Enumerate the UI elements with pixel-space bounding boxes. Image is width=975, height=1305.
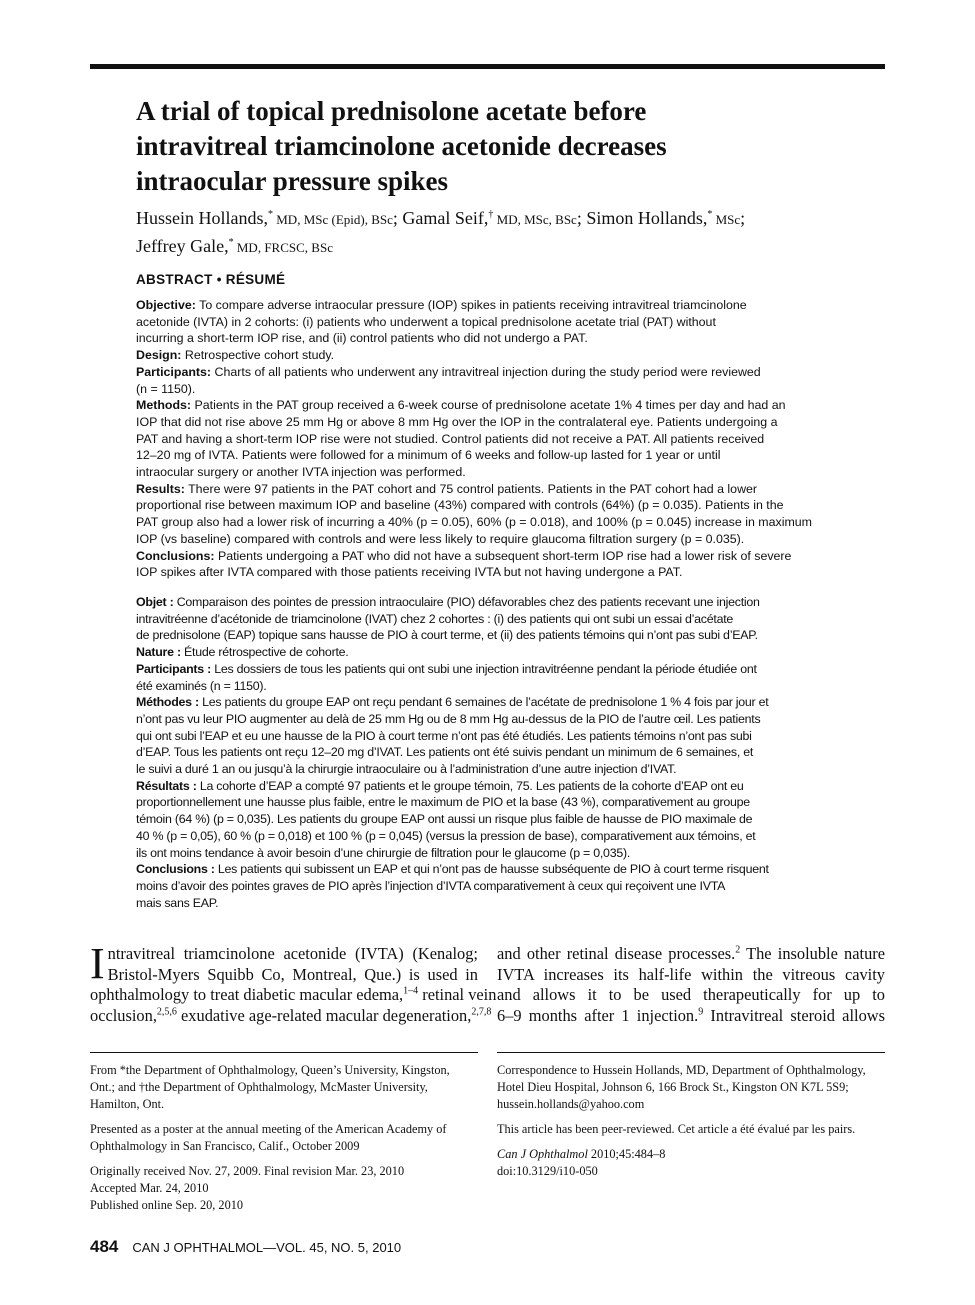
body-text: 6–9 months after 1 injection. [497, 1005, 699, 1025]
abstract-section [136, 661, 839, 694]
abstract-text: n’ont pas vu leur PIO augmenter au delà de 25 mm Hg ou de 8 mm Hg au-dessus de la PIO de l’autre œil. Les patients [136, 711, 761, 726]
abstract-label: Objective: [136, 298, 196, 312]
abstract-line [136, 297, 839, 314]
abstract-section [136, 694, 839, 778]
footnotes-left [90, 1062, 478, 1222]
abstract-line [136, 828, 839, 845]
abstract-line [136, 711, 839, 728]
abstract-text: proportionnellement une hausse plus faible, entre le maximum de PIO et la base (43 %), comparativement au groupe [136, 795, 750, 810]
abstract-line [136, 644, 839, 661]
abstract-line [136, 627, 839, 644]
abstract-section [136, 778, 839, 862]
abstract-text: ils ont moins tendance à avoir besoin d’une chirurgie de filtration pour le glaucome (p = 0,035). [136, 845, 631, 860]
author-name: Hussein Hollands, [136, 208, 268, 228]
body-line [497, 944, 885, 965]
abstract-text: incurring a short-term IOP rise, and (ii) control patients who did not undergo a PAT. [136, 331, 588, 346]
abstract-line [136, 481, 839, 498]
abstract-section [136, 644, 839, 661]
abstract-label: Design: [136, 348, 182, 363]
body-line: and allows it to be used therapeutically for up to [497, 985, 885, 1005]
abstract-text: Étude rétrospective de cohorte. [184, 645, 349, 660]
body-column-right [497, 944, 885, 1026]
abstract-line [136, 811, 839, 828]
peer-review-note [497, 1121, 885, 1138]
abstract-text: Les patients du groupe EAP ont reçu pendant 6 semaines de l’acétate de prednisolone 1 % 4 fois par jour et [202, 695, 769, 710]
footnote-line: From *the Department of Ophthalmology, Queen’s University, Kingston, [90, 1063, 450, 1077]
abstract-text: IOP spikes after IVTA compared with those patients receiving IVTA but not having undergone a PAT. [136, 565, 683, 580]
abstract-line [136, 381, 839, 398]
abstract-text: mais sans EAP. [136, 895, 219, 910]
abstract-text: d’EAP. Tous les patients ont reçu 12–20 mg d’IVAT. Les patients ont été suivis pendant un minimum de 6 semaines, et [136, 745, 754, 760]
abstract-line [136, 594, 839, 611]
author-degrees: MD, MSc, BSc [493, 212, 577, 227]
abstract-line [136, 414, 839, 431]
history-note [90, 1163, 478, 1214]
abstract-label: Méthodes : [136, 695, 199, 710]
doi[interactable]: doi:10.3129/i10-050 [497, 1164, 598, 1178]
abstract-label: Methods: [136, 398, 192, 413]
abstract-line [136, 794, 839, 811]
abstract-label: Conclusions: [136, 548, 215, 563]
citation-ref: 2,5,6 [156, 1006, 177, 1018]
abstract-text: Retrospective cohort study. [184, 348, 335, 363]
abstract-text: moins d’avoir des pointes graves de PIO après l’injection d’IVTA comparativement à ceux qui reçoivent une IVTA [136, 878, 726, 893]
author-line [136, 233, 876, 261]
abstract-line [136, 694, 839, 711]
body-text: occlusion, [90, 1005, 157, 1025]
abstract-line [136, 497, 839, 514]
abstract-text: intravitréenne d’acétonide de triamcinolone (IVAT) chez 2 cohortes : (i) des patients qui ont subi un essai d’acétate [136, 611, 734, 626]
presentation-note [90, 1121, 478, 1155]
abstract-line [136, 895, 839, 912]
abstract-line [136, 761, 839, 778]
abstract-label: Objet : [136, 595, 174, 609]
abstract-text: La cohorte d’EAP a compté 97 patients et le groupe témoin, 75. Les patients de la cohorte d’EAP ont eu [199, 778, 744, 793]
abstract-label: Conclusions : [136, 862, 215, 877]
abstract-text: Patients in the PAT group received a 6-week course of prednisolone acetate 1% 4 times per day and had an [194, 398, 786, 413]
abstract-line [136, 678, 839, 695]
body-line: ntravitreal triamcinolone acetonide (IVTA) (Kenalog; [107, 944, 478, 963]
abstract-text: qui ont subi l’EAP et eu une hausse de la PIO à court terme n’ont pas été étudiés. Les patients témoins n’ont pas subi [136, 728, 752, 743]
abstract-line [136, 744, 839, 761]
abstract-text: PAT group also had a lower risk of incurring a 40% (p = 0.05), 60% (p = 0.018), and 100% (p = 0.045) increase in maximum [136, 515, 812, 530]
citation-line [497, 1146, 885, 1163]
footnote-line: Ophthalmology in San Francisco, Calif., October 2009 [90, 1139, 360, 1153]
title-line: intravitreal triamcinolone acetonide decreases [136, 131, 667, 161]
abstract-text: There were 97 patients in the PAT cohort and 75 control patients. Patients in the PAT cohort had a lower [188, 481, 758, 496]
abstract-section [136, 297, 839, 347]
body-line: Bristol-Myers Squibb Co, Montreal, Que.) is used in [107, 964, 478, 984]
abstract-text: IOP (vs baseline) compared with controls and were less likely to require glaucoma filtration surgery (p = 0.035). [136, 531, 745, 546]
abstract-text: 12–20 mg of IVTA. Patients were followed for a minimum of 6 weeks and follow-up lasted for 1 year or until [136, 448, 721, 463]
abstract-label: Participants : [136, 661, 211, 676]
email-link[interactable]: hussein.hollands@yahoo.com [497, 1097, 645, 1111]
abstract-text: été examinés (n = 1150). [136, 678, 267, 693]
top-rule [90, 64, 885, 69]
body-text: Intravitreal steroid allows [703, 1005, 885, 1025]
affiliation-mark: † [488, 209, 494, 220]
citation-ref: 2,7,8 [471, 1006, 492, 1018]
abstract-text: IOP that did not rise above 25 mm Hg or above 8 mm Hg over the IOP in the contralateral eye. Patients undergoing a [136, 414, 778, 429]
abstract-text: proportional rise between maximum IOP and baseline (43%) compared with controls (64%) (p = 0.035). Patients in the [136, 498, 784, 513]
affiliation-mark: * [268, 209, 273, 220]
footnote-line: Correspondence to Hussein Hollands, MD, Department of Ophthalmology, [497, 1063, 866, 1077]
citation-note [497, 1146, 885, 1180]
abstract-text: (n = 1150). [136, 381, 196, 396]
citation-ref: 1–4 [403, 985, 419, 997]
footnote-line: This article has been peer-reviewed. Cet article a été évalué par les pairs. [497, 1122, 856, 1136]
citation-ref: 2 [735, 944, 741, 956]
abstract-text: le suivi a duré 1 an ou jusqu’à la chirurgie intraoculaire ou à l’administration d’une autre injection d’IVAT. [136, 762, 677, 777]
abstract-section [136, 548, 839, 581]
footnote-line: Presented as a poster at the annual meeting of the American Academy of [90, 1122, 447, 1136]
abstract-heading: ABSTRACT • RÉSUMÉ [136, 272, 286, 287]
page-footer [90, 1237, 401, 1257]
abstract-text: Patients undergoing a PAT who did not have a subsequent short-term IOP rise had a lower risk of severe [217, 548, 792, 563]
abstract-section [136, 364, 839, 397]
abstract-text: Charts of all patients who underwent any intravitreal injection during the study period were reviewed [214, 364, 761, 379]
abstract-line [136, 548, 839, 565]
footnote-line: Accepted Mar. 24, 2010 [90, 1181, 209, 1195]
footnote-line: Originally received Nov. 27, 2009. Final revision Mar. 23, 2010 [90, 1164, 405, 1178]
abstract-section [136, 397, 839, 481]
abstract-line [136, 397, 839, 414]
abstract-line [136, 728, 839, 745]
footnote-line: Hamilton, Ont. [90, 1097, 165, 1111]
author-list [136, 205, 876, 261]
title-line: A trial of topical prednisolone acetate before [136, 96, 647, 126]
abstract-line [136, 314, 839, 331]
body-line [90, 1005, 492, 1027]
abstract-line [136, 564, 839, 581]
body-text: retinal vein [418, 985, 497, 1005]
body-text: ophthalmology to treat diabetic macular edema, [90, 985, 404, 1005]
abstract-line [136, 464, 839, 481]
separator: ; [740, 208, 746, 228]
footnote-line: Ont.; and †the Department of Ophthalmology, McMaster University, [90, 1080, 428, 1094]
title-line: intraocular pressure spikes [136, 166, 449, 196]
footnote-divider [90, 1052, 478, 1053]
affiliations-note [90, 1062, 478, 1113]
abstract-text: de prednisolone (EAP) topique sans hausse de PIO à court terme, et (ii) des patients témoins qui n’ont pas subi d’EAP. [136, 628, 758, 643]
abstract-line [136, 347, 839, 364]
abstract-section [136, 347, 839, 364]
abstract-text: PAT and having a short-term IOP rise were not studied. Control patients did not receive a PAT. All patients received [136, 431, 765, 446]
citation-ref: 9 [698, 1006, 704, 1018]
author-name: Jeffrey Gale, [136, 236, 229, 256]
abstract-text: intraocular surgery or another IVTA injection was performed. [136, 465, 466, 480]
footnotes-right [497, 1062, 885, 1188]
abstract-line [136, 514, 839, 531]
affiliation-mark: * [228, 237, 234, 248]
abstract-text: acetonide (IVTA) in 2 cohorts: (i) patients who underwent a topical prednisolone acetate trial (PAT) without [136, 314, 716, 329]
footnote-line: Hotel Dieu Hospital, Johnson 6, 166 Brock St., Kingston ON K7L 5S9; [497, 1080, 849, 1094]
journal-abbrev: Can J Ophthalmol [497, 1147, 588, 1161]
separator: ; [392, 208, 403, 228]
body-column-left [90, 939, 497, 1026]
abstract-section [136, 594, 839, 644]
abstract-text: Les patients qui subissent un EAP et qui n’ont pas de hausse subséquente de PIO à court terme risquent [217, 862, 769, 877]
author-line [136, 205, 876, 233]
abstract-text: 40 % (p = 0,05), 60 % (p = 0,018) et 100 % (p = 0,045) (versus la pression de base), comparativement aux témoins, et [136, 828, 756, 843]
abstract-line [136, 531, 839, 548]
separator: ; [576, 208, 587, 228]
abstract-section [136, 481, 839, 548]
abstract-line [136, 861, 839, 878]
abstract-label: Résultats : [136, 778, 197, 793]
abstract-english [136, 297, 839, 581]
body-text: and other retinal disease processes. [497, 944, 736, 963]
body-line [90, 985, 497, 1006]
abstract-line [136, 447, 839, 464]
abstract-line [136, 330, 839, 347]
abstract-section [136, 861, 839, 911]
abstract-text: To compare adverse intraocular pressure (IOP) spikes in patients receiving intravitreal triamcinolone [199, 298, 747, 312]
abstract-label: Results: [136, 481, 185, 496]
body-text: The insoluble nature [740, 944, 885, 963]
author-degrees: MD, MSc (Epid), BSc [273, 212, 393, 227]
abstract-text: Les dossiers de tous les patients qui ont subi une injection intravitréenne pendant la période étudiée ont [214, 661, 757, 676]
affiliation-mark: * [707, 209, 713, 220]
body-line: IVTA increases its half-life within the vitreous cavity [497, 964, 885, 984]
article-title [136, 94, 876, 199]
author-name: Simon Hollands, [586, 208, 708, 228]
page-number: 484 [90, 1237, 119, 1256]
abstract-line [136, 778, 839, 795]
abstract-text: Comparaison des pointes de pression intraoculaire (PIO) défavorables chez des patients recevant une injection [176, 595, 760, 609]
citation-ref-text: 2010;45:484–8 [587, 1147, 666, 1161]
body-text: exudative age-related macular degeneration, [181, 1005, 472, 1025]
abstract-label: Nature : [136, 645, 181, 660]
abstract-line [136, 661, 839, 678]
abstract-text: témoin (64 %) (p = 0,035). Les patients du groupe EAP ont aussi un risque plus faible de hausse de PIO maximale de [136, 812, 753, 827]
author-name: Gamal Seif, [402, 208, 489, 228]
abstract-line [136, 431, 839, 448]
body-line [497, 1006, 885, 1027]
abstract-french [136, 594, 839, 911]
journal-running-footer: CAN J OPHTHALMOL—VOL. 45, NO. 5, 2010 [132, 1240, 402, 1255]
abstract-line [136, 878, 839, 895]
author-degrees: MSc [712, 212, 741, 227]
footnote-line: Published online Sep. 20, 2010 [90, 1198, 244, 1212]
drop-cap: I [90, 939, 105, 988]
abstract-line [136, 845, 839, 862]
abstract-label: Participants: [136, 364, 212, 379]
abstract-line [136, 364, 839, 381]
footnote-divider [497, 1052, 885, 1053]
abstract-line [136, 611, 839, 628]
author-degrees: MD, FRCSC, BSc [233, 240, 333, 255]
correspondence-note [497, 1062, 885, 1113]
